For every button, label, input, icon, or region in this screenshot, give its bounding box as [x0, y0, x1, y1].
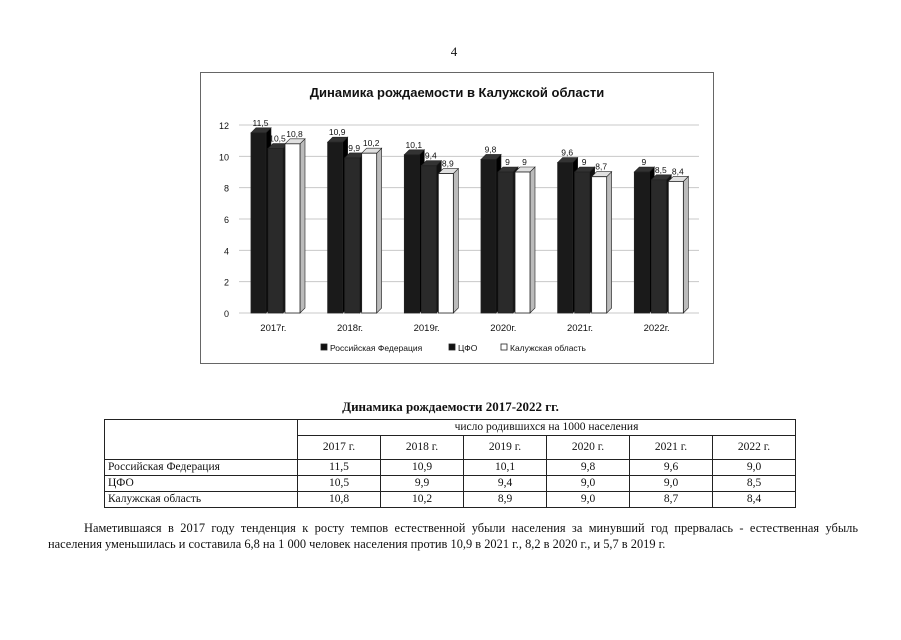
bar-side: [683, 176, 688, 313]
legend-swatch: [449, 344, 455, 350]
table-cell: 9,6: [630, 460, 713, 476]
table-row-label: Калужская область: [105, 492, 298, 508]
table-header-row-group: [105, 420, 796, 436]
table-cell: 9,0: [547, 476, 630, 492]
bar: [362, 153, 377, 313]
table-cell: 8,4: [713, 492, 796, 508]
bar: [268, 149, 283, 314]
y-tick-label: 0: [223, 309, 229, 319]
table-cell: 8,5: [713, 476, 796, 492]
table-row: [105, 476, 796, 492]
data-label: 9,4: [424, 150, 437, 161]
table-cell: 8,9: [464, 492, 547, 508]
bar: [421, 166, 436, 313]
bar: [515, 172, 530, 313]
table-cell: 10,2: [381, 492, 464, 508]
birth-rate-table: [104, 419, 796, 508]
table-year-header: 2018 г.: [381, 436, 464, 460]
data-label: 9: [505, 157, 510, 167]
data-label: 9,9: [348, 142, 361, 153]
table-title: Динамика рождаемости 2017-2022 гг.: [342, 399, 559, 414]
table-row: [105, 492, 796, 508]
chart-svg: [201, 73, 713, 363]
table-cell: 10,1: [464, 460, 547, 476]
data-label: 10,2: [362, 138, 380, 149]
bar-side: [530, 167, 535, 313]
bar: [592, 177, 607, 313]
data-label: 9: [581, 157, 587, 167]
chart-title: Динамика рождаемости в Калужской области: [309, 85, 605, 100]
x-tick-label: 2022г.: [643, 323, 670, 334]
y-tick-label: 4: [223, 246, 229, 257]
bar-side: [300, 139, 305, 313]
bar: [285, 144, 300, 313]
legend-label: ЦФО: [458, 343, 478, 353]
data-label: 10,9: [328, 127, 346, 138]
legend-label: Российская Федерация: [330, 343, 423, 353]
data-label: 10,8: [286, 128, 303, 139]
bar-side: [453, 169, 458, 313]
data-label: 10,5: [269, 133, 286, 144]
table-cell: 8,7: [630, 492, 713, 508]
table-row: [105, 460, 796, 476]
y-tick-label: 2: [223, 277, 229, 288]
bar-side: [377, 148, 382, 313]
bar: [498, 172, 513, 313]
table-cell: 9,4: [464, 476, 547, 492]
table-corner-cell: [105, 420, 298, 460]
bar: [558, 163, 573, 313]
table-year-header: 2017 г.: [298, 436, 381, 460]
table-cell: 10,5: [298, 476, 381, 492]
bar: [651, 180, 666, 313]
table-cell: 10,9: [381, 460, 464, 476]
bar-side: [607, 172, 612, 313]
page-number: 4: [450, 44, 458, 59]
table-year-header: 2019 г.: [464, 436, 547, 460]
data-label: 9,8: [484, 144, 497, 155]
table-cell: 9,0: [630, 476, 713, 492]
table-row-label: ЦФО: [105, 476, 298, 492]
legend-swatch: [501, 344, 507, 350]
data-label: 9: [641, 157, 647, 167]
data-label: 10,1: [405, 139, 423, 150]
bar: [634, 172, 649, 313]
table-group-header: число родившихся на 1000 населения: [298, 420, 796, 436]
table-year-header: 2022 г.: [713, 436, 796, 460]
x-tick-label: 2020г.: [490, 323, 517, 334]
legend-label: Калужская область: [510, 343, 586, 353]
table-cell: 10,8: [298, 492, 381, 508]
bar: [345, 158, 360, 313]
bar: [481, 159, 496, 313]
table-cell: 9,0: [713, 460, 796, 476]
data-label: 9,6: [561, 147, 574, 158]
x-tick-label: 2017г.: [260, 323, 287, 334]
y-tick-label: 8: [223, 183, 229, 194]
bar: [668, 181, 683, 313]
table-cell: 9,0: [547, 492, 630, 508]
table-year-header: 2021 г.: [630, 436, 713, 460]
bar: [404, 155, 419, 313]
data-label: 8,4: [671, 166, 684, 177]
bar: [575, 172, 590, 313]
x-tick-label: 2018г.: [336, 323, 364, 334]
data-label: 11,5: [252, 117, 269, 128]
data-label: 9: [522, 157, 527, 167]
y-tick-label: 12: [218, 121, 229, 131]
body-paragraph: Наметившаяся в 2017 году тенденция к росту темпов естественной убыли населения за минувший год прервалась - естественная убыль населения уменьшилась и составила 6,8 на 1 000 человек населения против 10,9 в 2021 г., 8,2 в 2020 г., и 5,7 в 2019 г.: [48, 521, 858, 551]
birth-rate-chart: [200, 72, 714, 364]
data-label: 8,5: [654, 164, 667, 175]
bar: [328, 142, 343, 313]
table-cell: 9,8: [547, 460, 630, 476]
x-tick-label: 2021г.: [566, 323, 594, 334]
table-cell: 11,5: [298, 460, 381, 476]
data-label: 8,7: [595, 161, 608, 172]
y-tick-label: 10: [218, 152, 229, 163]
table-year-header: 2020 г.: [547, 436, 630, 460]
y-tick-label: 6: [223, 215, 229, 225]
legend-swatch: [321, 344, 327, 350]
x-tick-label: 2019г.: [413, 323, 440, 334]
table-row-label: Российская Федерация: [105, 460, 298, 476]
bar: [438, 174, 453, 313]
bar: [251, 133, 266, 313]
data-label: 8,9: [441, 158, 454, 169]
table-cell: 9,9: [381, 476, 464, 492]
